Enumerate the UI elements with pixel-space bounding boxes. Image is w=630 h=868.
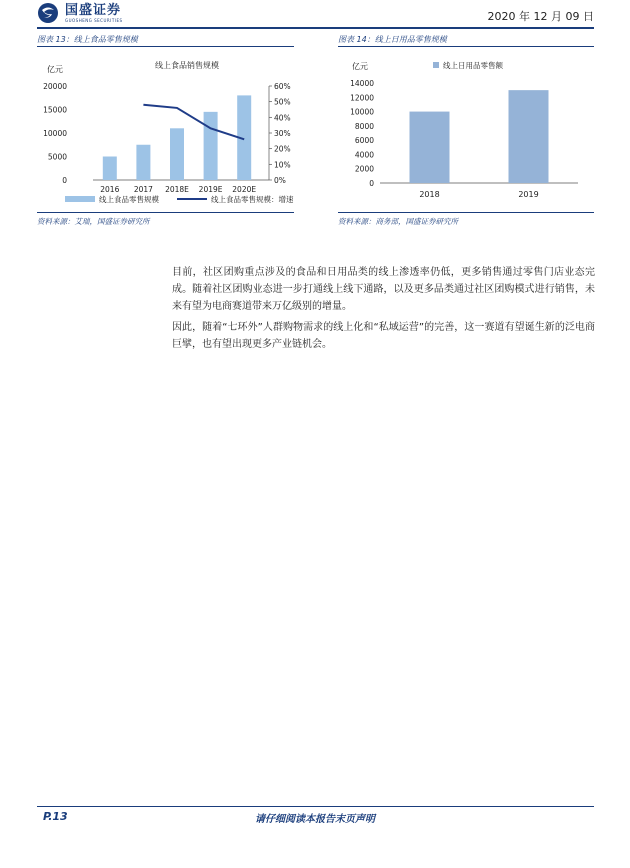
page-header xyxy=(37,0,594,26)
food-sales-chart xyxy=(37,50,297,210)
chart1-y2-tick: 10% xyxy=(274,160,291,170)
chart1-y-tick: 15000 xyxy=(43,105,67,115)
chart1-growth-line xyxy=(143,105,244,139)
figure-14-source: 资料来源：商务部，国盛证券研究所 xyxy=(338,217,458,226)
body-paragraph-1: 目前，社区团购重点涉及的食品和日用品类的线上渗透率仍低，更多销售通过零售门店业态完成。随着社区团购业态进一步打通线上线下通路，以及更多品类通过社区团购模式进行销售，未来有望为电商赛道带来万亿级别的增量。 xyxy=(172,267,595,312)
figure-14-top-rule xyxy=(338,46,594,47)
chart1-y-tick: 10000 xyxy=(43,129,67,138)
chart1-y2-tick: 30% xyxy=(274,129,291,138)
chart1-y-tick: 5000 xyxy=(47,152,67,162)
figure-14-caption: 图表 14：线上日用品零售规模 xyxy=(338,35,447,44)
chart1-y-tick: 20000 xyxy=(43,82,67,91)
company-logo xyxy=(37,2,123,24)
chart1-y2-tick: 40% xyxy=(274,113,291,123)
chart2-x-tick: 2018 xyxy=(419,190,440,199)
guosheng-logo-icon xyxy=(37,2,59,24)
chart2-legend-swatch xyxy=(433,62,439,68)
chart2-bar xyxy=(410,112,450,183)
chart1-x-tick: 2020E xyxy=(232,185,257,194)
figure-13-bottom-rule xyxy=(37,212,294,213)
chart1-title: 线上食品销售规模 xyxy=(155,61,219,70)
figure-13-caption: 图表 13：线上食品零售规模 xyxy=(37,35,138,44)
chart2-y-tick: 10000 xyxy=(350,107,374,117)
chart1-y-tick: 0 xyxy=(62,176,67,185)
header-divider xyxy=(37,27,594,29)
page-number: P.13 xyxy=(43,810,68,823)
footer-divider xyxy=(37,806,594,807)
body-paragraph-2: 因此，随着“七环外”人群购物需求的线上化和“私域运营”的完善，这一赛道有望诞生新的泛电商巨擘，也有望出现更多产业链机会。 xyxy=(172,322,595,350)
chart1-x-tick: 2019E xyxy=(198,185,223,194)
chart1-legend-bar-swatch xyxy=(65,196,95,202)
chart1-legend-line-label: 线上食品零售规模：增速 xyxy=(211,195,294,204)
chart2-y-tick: 0 xyxy=(369,179,374,188)
chart2-y-tick: 2000 xyxy=(354,164,374,174)
chart1-bar xyxy=(136,145,150,180)
report-date: 2020 年 12 月 09 日 xyxy=(487,10,594,23)
chart1-y2-tick: 50% xyxy=(274,97,291,107)
chart1-y2-tick: 0% xyxy=(274,176,286,185)
logo-name-cn: 国盛证券 xyxy=(65,2,122,18)
chart2-ylabel: 亿元 xyxy=(352,62,368,71)
chart2-x-tick: 2019 xyxy=(518,190,539,199)
chart1-bar xyxy=(103,157,117,181)
footer-disclaimer: 请仔细阅读本报告末页声明 xyxy=(255,814,375,825)
chart2-y-tick: 8000 xyxy=(354,121,374,131)
chart2-bar xyxy=(509,90,549,183)
chart2-y-tick: 4000 xyxy=(354,150,374,160)
chart1-ylabel: 亿元 xyxy=(47,65,63,74)
chart1-y2-tick: 60% xyxy=(274,82,291,91)
chart2-y-tick: 6000 xyxy=(354,136,374,146)
figure-14-bottom-rule xyxy=(338,212,594,213)
chart2-legend-label: 线上日用品零售额 xyxy=(443,61,503,70)
chart2-y-tick: 12000 xyxy=(350,93,374,103)
chart1-y2-tick: 20% xyxy=(274,144,291,154)
chart1-legend-bar-label: 线上食品零售规模 xyxy=(99,195,159,204)
logo-name-en: GUOSHENG SECURITIES xyxy=(65,17,123,23)
chart1-x-tick: 2017 xyxy=(133,185,153,194)
chart1-x-tick: 2018E xyxy=(165,185,189,194)
chart1-bar xyxy=(204,112,218,180)
daily-goods-sales-chart xyxy=(338,50,594,210)
chart1-bar xyxy=(170,128,184,180)
chart2-y-tick: 14000 xyxy=(350,79,374,88)
figure-13-source: 资料来源：艾瑞，国盛证券研究所 xyxy=(37,217,150,226)
chart1-x-tick: 2016 xyxy=(100,185,120,194)
figure-13-top-rule xyxy=(37,46,294,47)
